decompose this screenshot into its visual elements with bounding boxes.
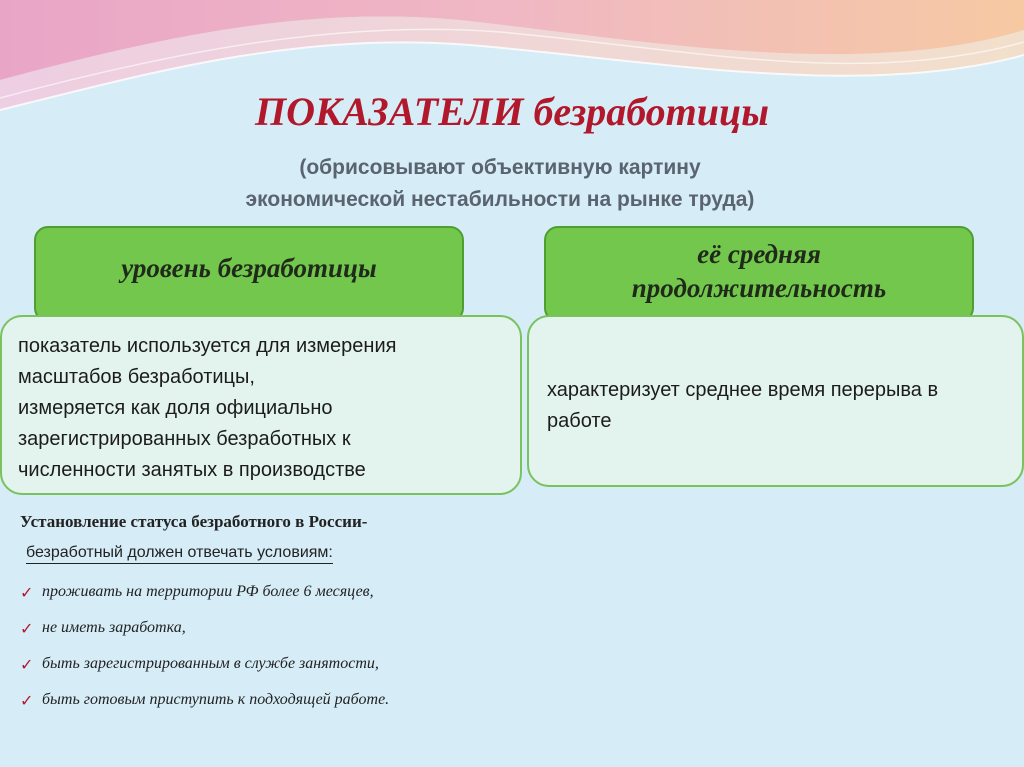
description-line: характеризует среднее время перерыва в (547, 379, 939, 401)
title-rest: безработицы (533, 89, 770, 134)
description-line: измеряется как доля официально (18, 397, 333, 419)
subtitle-line-2: экономической нестабильности на рынке труда) (245, 188, 755, 211)
unemployment-rate-heading-text: уровень безработицы (121, 253, 377, 283)
condition-text: проживать на территории РФ более 6 месяцев, (42, 583, 374, 600)
description-line: масштабов безработицы, (18, 366, 255, 388)
condition-text: не иметь заработка, (42, 619, 186, 636)
conditions-list (20, 574, 580, 718)
page-title (0, 88, 1024, 135)
description-line: численности занятых в производстве (18, 459, 366, 481)
average-duration-heading (544, 226, 974, 322)
unemployment-rate-description (0, 315, 522, 495)
description-line: работе (547, 410, 612, 432)
average-duration-heading-line-1: её средняя (697, 239, 821, 269)
subtitle-line-1: (обрисовывают объективную картину (299, 156, 701, 179)
average-duration-description (527, 315, 1024, 487)
list-item (20, 646, 580, 682)
condition-text: быть готовым приступить к подходящей работе. (42, 691, 390, 708)
subtitle (160, 152, 840, 216)
checkmark-icon: ✓ (20, 582, 34, 602)
checkmark-icon: ✓ (20, 654, 34, 674)
list-item (20, 610, 580, 646)
title-caps: ПОКАЗАТЕЛИ (254, 89, 524, 134)
description-line: показатель используется для измерения (18, 335, 397, 357)
status-subheading: безработный должен отвечать условиям: (26, 544, 333, 564)
list-item (20, 682, 580, 718)
average-duration-heading-line-2: продолжительность (631, 273, 887, 303)
condition-text: быть зарегистрированным в службе занятости, (42, 655, 379, 672)
list-item (20, 574, 580, 610)
checkmark-icon: ✓ (20, 618, 34, 638)
status-conditions-block (20, 512, 580, 718)
checkmark-icon: ✓ (20, 690, 34, 710)
unemployment-rate-heading (34, 226, 464, 322)
status-heading: Установление статуса безработного в России- (20, 512, 368, 531)
description-line: зарегистрированных безработных к (18, 428, 351, 450)
